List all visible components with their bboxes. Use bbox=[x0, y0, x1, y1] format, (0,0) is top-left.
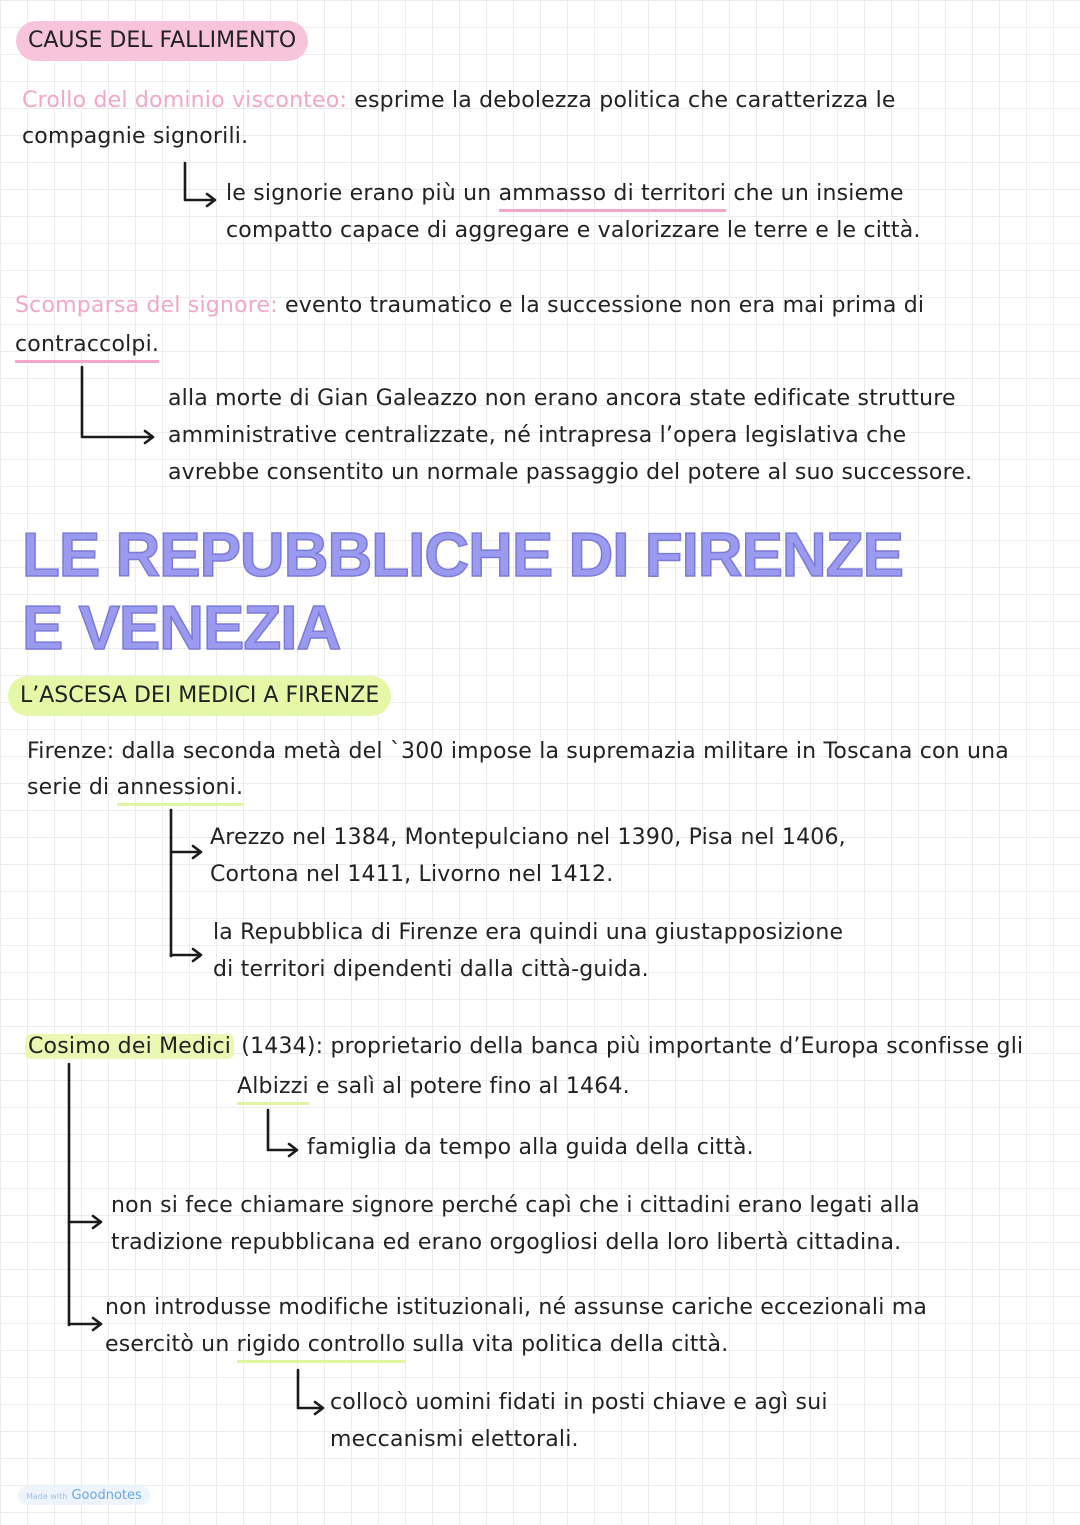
arrow-icon-scomparsa bbox=[82, 367, 153, 443]
scomparsa-sub-b: amministrative centralizzate, né intrapresa l’opera legislativa che bbox=[168, 423, 907, 448]
section-heading-medici: L’ASCESA DEI MEDICI A FIRENZE bbox=[8, 676, 391, 716]
signore-line-2: tradizione repubblicana ed erano orgogliosi della loro libertà cittadina. bbox=[111, 1230, 902, 1255]
scomparsa-sub-a: alla morte di Gian Galeazzo non erano ancora state edificate strutture bbox=[168, 386, 956, 411]
page-title-line-1: LE REPUBBLICHE DI FIRENZE bbox=[22, 521, 903, 590]
section-heading-cause: CAUSE DEL FALLIMENTO bbox=[16, 21, 308, 61]
modifiche-line-1: non introdusse modifiche istituzionali, né assunse cariche eccezionali ma bbox=[105, 1295, 928, 1320]
goodnotes-brand: Goodnotes bbox=[71, 1488, 142, 1503]
modifiche-b2: sulla vita politica della città. bbox=[405, 1332, 729, 1357]
arrow-icon-albizzi bbox=[268, 1110, 297, 1156]
cosimo-text-a: (1434): proprietario della banca più importante d’Europa sconfisse gli bbox=[234, 1034, 1024, 1059]
annessioni-line-2: Cortona nel 1411, Livorno nel 1412. bbox=[210, 862, 614, 887]
modifiche-line-2 bbox=[105, 1326, 728, 1363]
annessioni-line-1: Arezzo nel 1384, Montepulciano nel 1390, Pisa nel 1406, bbox=[210, 825, 846, 850]
made-with-label: Made with bbox=[26, 1492, 68, 1501]
crollo-line-1 bbox=[22, 82, 896, 119]
firenze-annessioni: annessioni. bbox=[117, 773, 244, 806]
cosimo-label: Cosimo dei Medici bbox=[25, 1034, 234, 1059]
firenze-line-2 bbox=[27, 769, 243, 806]
scomparsa-text-a: evento traumatico e la successione non era mai prima di bbox=[277, 293, 925, 318]
modifiche-b1: esercitò un bbox=[105, 1332, 237, 1357]
cosimo-text-b: e salì al potere fino al 1464. bbox=[308, 1074, 630, 1099]
uomini-line-2: meccanismi elettorali. bbox=[330, 1427, 579, 1452]
goodnotes-badge bbox=[18, 1486, 150, 1505]
modifiche-controllo: rigido controllo bbox=[237, 1330, 406, 1363]
firenze-b1: serie di bbox=[27, 775, 117, 800]
giustapposizione-line-1: la Repubblica di Firenze era quindi una giustapposizione bbox=[213, 920, 844, 945]
arrow-icon-annessioni bbox=[171, 810, 201, 961]
crollo-sub-underlined: ammasso di territori bbox=[499, 179, 727, 212]
crollo-sub-a1: le signorie erano più un bbox=[226, 181, 499, 206]
cosimo-line-2 bbox=[237, 1068, 630, 1105]
uomini-line-1: collocò uomini fidati in posti chiave e agì sui bbox=[330, 1390, 828, 1415]
arrow-icon-controllo bbox=[298, 1370, 323, 1414]
crollo-sub-line-1 bbox=[226, 175, 904, 212]
crollo-sub-b: compatto capace di aggregare e valorizzare le terre e le città. bbox=[226, 218, 921, 243]
firenze-line-1: Firenze: dalla seconda metà del `300 impose la supremazia militare in Toscana con una bbox=[27, 739, 1009, 764]
famiglia-line: famiglia da tempo alla guida della città. bbox=[307, 1135, 754, 1160]
arrow-icon-crollo bbox=[185, 163, 215, 206]
crollo-sub-a2: che un insieme bbox=[726, 181, 904, 206]
arrow-icon-cosimo bbox=[69, 1064, 101, 1330]
scomparsa-sub-c: avrebbe consentito un normale passaggio del potere al suo successore. bbox=[168, 460, 973, 485]
cosimo-line-1 bbox=[25, 1028, 1023, 1065]
cosimo-albizzi: Albizzi bbox=[237, 1072, 309, 1105]
scomparsa-line-1 bbox=[15, 287, 924, 324]
giustapposizione-line-2: di territori dipendenti dalla città-guida. bbox=[213, 957, 649, 982]
scomparsa-text-b: contraccolpi. bbox=[15, 330, 159, 363]
crollo-text-a: esprime la debolezza politica che caratterizza le bbox=[347, 88, 896, 113]
crollo-text-b: compagnie signorili. bbox=[22, 124, 249, 149]
signore-line-1: non si fece chiamare signore perché capì che i cittadini erano legati alla bbox=[111, 1193, 920, 1218]
scomparsa-line-2 bbox=[15, 326, 159, 363]
page-title-line-2: E VENEZIA bbox=[22, 594, 341, 663]
scomparsa-label: Scomparsa del signore: bbox=[15, 293, 278, 318]
crollo-label: Crollo del dominio visconteo: bbox=[22, 88, 348, 113]
